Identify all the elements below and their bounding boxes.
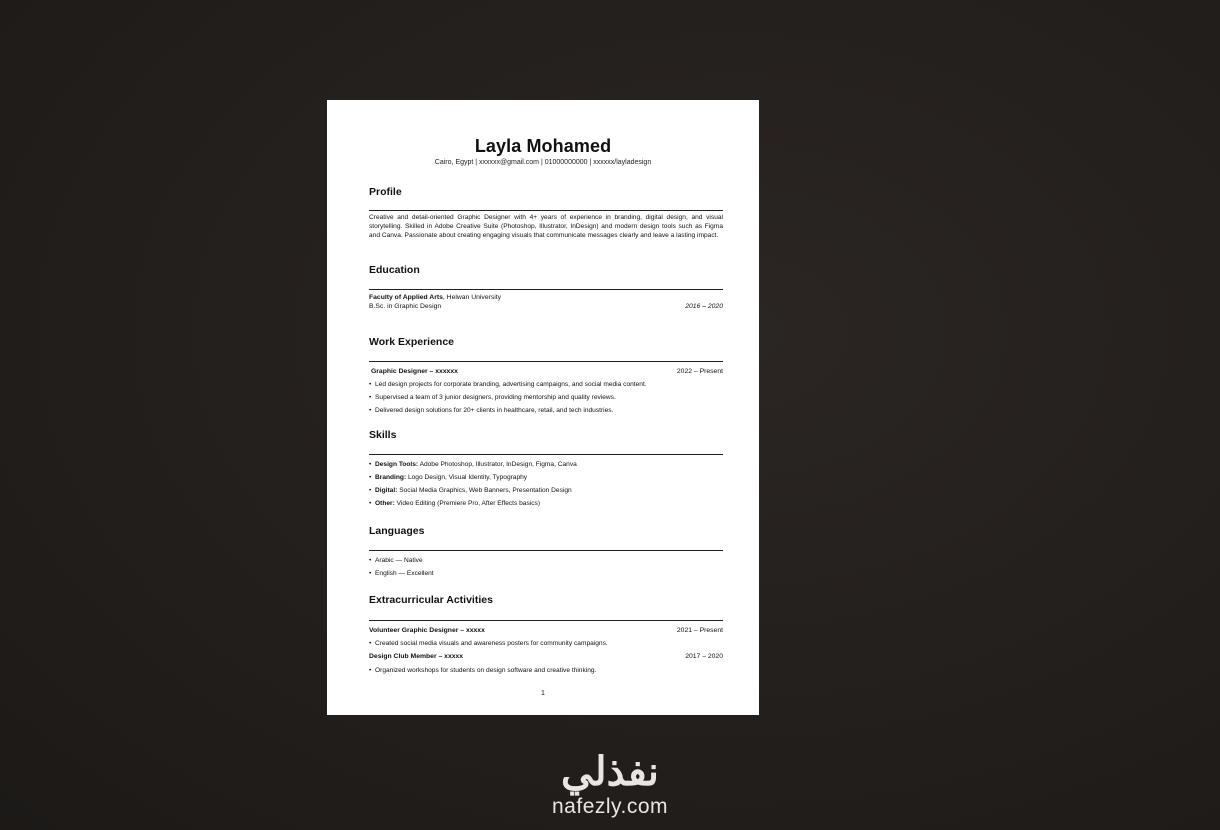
education-school-row — [369, 293, 723, 302]
work-bullet: • Delivered design solutions for 20+ clients in healthcare, retail, and tech industries. — [369, 407, 614, 414]
section-title-profile: Profile — [369, 186, 402, 198]
skill-item: • Design Tools: Adobe Photoshop, Illustrator, InDesign, Figma, Canva — [369, 461, 577, 468]
skill-item: • Branding: Logo Design, Visual Identity, Typography — [369, 474, 528, 481]
section-divider — [369, 361, 723, 362]
section-divider — [369, 289, 723, 290]
logo-latin-text: nafezly.com — [552, 795, 668, 818]
section-title-activities: Extracurricular Activities — [369, 594, 493, 606]
work-bullet: • Led design projects for corporate branding, advertising campaigns, and social media content. — [369, 381, 647, 388]
work-role-row — [371, 367, 723, 376]
section-title-work: Work Experience — [369, 336, 455, 348]
work-role: Graphic Designer – xxxxxx — [371, 368, 458, 375]
activity-role: Design Club Member – xxxxx — [369, 653, 464, 660]
skill-item: • Other: Video Editing (Premiere Pro, After Effects basics) — [369, 500, 541, 507]
work-bullet: • Supervised a team of 3 junior designers, providing mentorship and quality reviews. — [369, 394, 616, 401]
logo-arabic-text: نفذلي — [561, 750, 659, 794]
section-title-skills: Skills — [369, 429, 397, 441]
profile-text: Creative and detail-oriented Graphic Designer with 4+ years of experience in branding, digital design, and visual storytelling. Skilled in Adobe Creative Suite (Photoshop, Illustrator, InDesign) and modern design tools such as Figma and Canva. Passionate about creating engaging visuals that communicate messages clearly and leave a lasting impact. — [369, 214, 723, 239]
education-degree: B.Sc. in Graphic Design — [369, 303, 442, 310]
section-divider — [369, 550, 723, 551]
education-degree-row — [369, 302, 723, 311]
education-school: Faculty of Applied Arts — [369, 294, 443, 301]
section-divider — [369, 210, 723, 211]
language-item: • English — Excellent — [369, 570, 434, 577]
activity-dates: 2017 – 2020 — [685, 653, 723, 660]
work-dates: 2022 – Present — [676, 368, 723, 375]
contact-line: Cairo, Egypt | xxxxxx@gmail.com | 01000000000 | xxxxxx/layladesign — [434, 159, 652, 166]
language-item: • Arabic — Native — [369, 557, 423, 564]
section-title-education: Education — [369, 264, 420, 276]
activity-role-row — [369, 652, 723, 661]
activity-bullet: • Created social media visuals and awareness posters for community campaigns. — [369, 640, 608, 647]
education-university: , Helwan University — [442, 294, 502, 301]
section-divider — [369, 454, 723, 455]
skill-item: • Digital: Social Media Graphics, Web Banners, Presentation Design — [369, 487, 572, 494]
page-number: 1 — [541, 690, 545, 697]
activity-role: Volunteer Graphic Designer – xxxxx — [369, 627, 485, 634]
activity-role-row — [369, 626, 723, 635]
activity-bullet: • Organized workshops for students on design software and creative thinking. — [369, 667, 597, 674]
section-title-languages: Languages — [369, 525, 425, 537]
nafezly-logo — [530, 748, 690, 818]
resume-name: Layla Mohamed — [474, 136, 612, 156]
resume-page — [327, 100, 759, 715]
section-divider — [369, 620, 723, 621]
activity-dates: 2021 – Present — [676, 627, 723, 634]
education-dates: 2016 – 2020 — [685, 303, 723, 310]
